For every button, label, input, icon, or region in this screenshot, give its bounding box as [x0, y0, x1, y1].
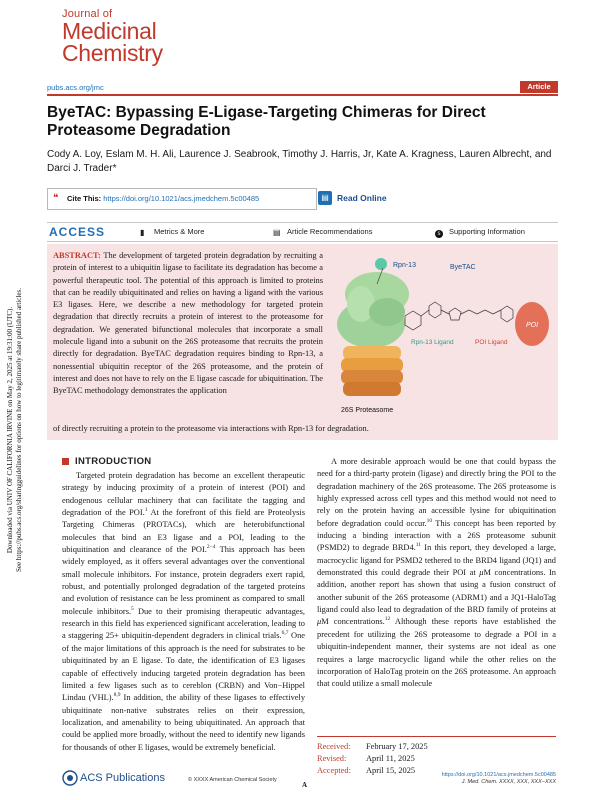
toc-graphic: [325, 254, 555, 424]
read-online-label: Read Online: [337, 193, 387, 203]
author-list: Cody A. Loy, Eslam M. H. Ali, Laurence J. Seabrook, Timothy J. Harris, Jr, Kate A. Kragness, Lauren Albrecht, and Darci J. Trader*: [47, 149, 552, 174]
abstract-text: [53, 250, 323, 398]
recommendations-label: Article Recommendations: [287, 227, 373, 236]
copyright-notice: © XXXX American Chemical Society: [188, 777, 277, 783]
article-title: ByeTAC: Bypassing E-Ligase-Targeting Chimeras for Direct Proteasome Degradation: [47, 104, 486, 139]
proteasome-cap: [337, 272, 409, 348]
proteasome-label: 26S Proteasome: [341, 407, 394, 414]
sidebar-line1: Downloaded via UNIV OF CALIFORNIA IRVINE on May 2, 2025 at 19:31:00 (UTC).: [6, 306, 14, 554]
recommendations-link[interactable]: [273, 227, 372, 237]
acs-logo-icon: [62, 770, 78, 786]
publisher-name: ACS Publications: [80, 772, 165, 784]
supporting-info-label: Supporting Information: [449, 227, 525, 236]
poi-ligand-label: POI Ligand: [475, 339, 508, 346]
supporting-info-link[interactable]: [435, 227, 525, 238]
read-online-icon: ▤: [318, 191, 332, 205]
proteasome-core: [341, 346, 403, 396]
abstract-body: The development of targeted protein degradation by recruiting a protein of interest to a ubiquitin ligase to facilitate its degradation has become a powerful therapeutic tool. The potential of this approach is limited to proteins that can be readily ubiquitinated and relies on having a ligand with the various E3 ligases. Here, we describe a new methodology for targeted protein degradation that directly recruits a protein of interest to the proteasome for degradation. We generated bifunctional molecules that incorporate a small molecule ligand into a subunit on the 26S proteasome that recruits the protein directly for degradation. ByeTAC degradation requires binding to Rpn-13, a nonessential ubiquitin receptor of the 26S proteasome, and the protein of interest and does not have to rely on the E ligase cascade for ubiquitination. The ByeTAC methodology demonstrates the application: [53, 251, 323, 396]
sidebar-line2: See https://pubs.acs.org/sharingguidelines for options on how to legitimately share published articles.: [15, 288, 23, 572]
journal-logo-line2: Medicinal: [62, 18, 157, 44]
journal-logo: [62, 8, 202, 64]
rpn13-ligand-label: Rpn-13 Ligand: [411, 339, 454, 346]
intro-left-paragraph: Targeted protein degradation has become an excellent therapeutic strategy by inducing proximity of a protein of interest (POI) and endogenous cellular machinery that can facilitate the tagging and degradation of the POI.$^1$ At the forefront of this field are Proteolysis Targeting Chimeras (PROTACs), which are heterobifunctional molecules that bind an E3 ligase and a POI, leading to the ubiquitination and clearance of the POI.$^{2-4}$ This approach has been widely employed, as it offers several advantages over the conventional small molecule inhibitors. For instance, protein degraders exert rapid, robust, and potentially prolonged degradation of the targeted proteins and evolution of resistance can be less prominent as compared to small molecule inhibitors.$^5$ Due to their promising therapeutic advantages, research in this field has experienced significant acceleration, leading to a staggering 25+ ubiquitin-dependent degraders in clinical trials.$^{6,7}$ One of the major limitations of this approach is the need for substrates to be ubiquitinated by an E ligase. To date, the identification of E3 ligases capable of effectively inducing targeted protein degradation has been limited a few ligases such as to cereblon (CRBN) and Von−Hippel Lindau (VHL).$^{8,9}$ In addition, the ability of these ligases to effectively ubiquitinate non-native substrates relies on their expression, localization, and amenability to being ubiquitinated. An approach that could be applied more broadly, without the need to identify new ligands for thousands of other E ligases, would be extremely beneficial.: [62, 471, 306, 752]
cite-label: Cite This:: [67, 194, 102, 203]
abstract-last-line: of directly recruiting a protein to the proteasome via interactions with Rpn-13 for degradation.: [53, 424, 369, 433]
footer-citation: [430, 772, 556, 786]
supporting-info-icon: s: [435, 230, 443, 238]
date-received: Received: February 17, 2025: [317, 742, 428, 751]
footer-doi-link[interactable]: https://doi.org/10.1021/acs.jmedchem.5c00485: [441, 772, 556, 778]
access-bar: [47, 222, 558, 242]
intro-right-column: [317, 456, 556, 691]
bar-chart-icon: ▮: [140, 228, 145, 237]
intro-left-column: [62, 470, 305, 754]
abstract-label: ABSTRACT:: [53, 251, 101, 260]
date-accepted: Accepted: April 15, 2025: [317, 766, 416, 775]
poi-label: POI: [526, 322, 539, 329]
intro-heading: INTRODUCTION: [75, 456, 152, 467]
metrics-link[interactable]: [140, 227, 204, 237]
article-type-badge: Article: [520, 81, 558, 93]
section-marker-icon: [62, 458, 69, 465]
footer-journal-citation: J. Med. Chem. XXXX, XXX, XXX−XXX: [461, 779, 556, 785]
article-dates: [317, 736, 556, 777]
header-divider: [47, 94, 558, 96]
access-label: ACCESS: [49, 225, 106, 239]
rpn13-dot: [375, 258, 387, 270]
cite-doi-link[interactable]: https://doi.org/10.1021/acs.jmedchem.5c00485: [103, 194, 260, 203]
download-sidebar: [0, 240, 30, 620]
journal-logo-line1: Journal of: [62, 8, 113, 20]
acs-publications-logo: [62, 770, 182, 790]
intro-right-paragraph: A more desirable approach would be one that could bypass the need for a third-party protein (ligase) and directly bring the POI to the degradation machinery of the 26S proteasome. The 26S proteasome is highly expressed across cell types and this method would not need to rely on the protein having an accessible lysine for ubiquitination before degradation could occur.$^{10}$ This concept has been reported by inducing a binding interaction with a 26S proteasome subunit (PSMD2) to degrade BRD4.11 In this report, they developed a large, macrocyclic ligand for PSMD2 tethered to the BRD4 ligand (JQ1) and demonstrated this could degrade their POI at μM concentrations. In addition, another report has shown that using a fusion construct of another subunit of the 26S proteasome (ADRM1) and a JQ1-HaloTag ligand could also lead to degradation of the BRD family of proteins at μM concentrations.$^{12}$ Although these reports have established the precedent for utilizing the 26S proteasome to degrade a POI in a ubiquitin-independent manner, their systems are not ideal as one requires a large macrocyclic ligand while the other relies on the incorporation of HaloTag protein on the 26S proteasome. An approach that could utilize a small molecule: [317, 457, 556, 689]
cite-this-box[interactable]: [47, 188, 317, 210]
page-number: A: [302, 781, 308, 789]
cite-text: [67, 194, 259, 203]
journal-logo-line3: Chemistry: [62, 40, 163, 66]
quote-icon: ❝: [53, 193, 59, 204]
document-icon: ▤: [273, 228, 281, 237]
date-revised: Revised: April 11, 2025: [317, 754, 415, 763]
rpn13-label: Rpn-13: [393, 262, 416, 269]
byetac-structure: [405, 302, 513, 330]
metrics-label: Metrics & More: [154, 227, 205, 236]
journal-url-link[interactable]: pubs.acs.org/jmc: [47, 83, 104, 92]
read-online-button[interactable]: [318, 188, 394, 208]
byetac-label: ByeTAC: [450, 264, 476, 271]
